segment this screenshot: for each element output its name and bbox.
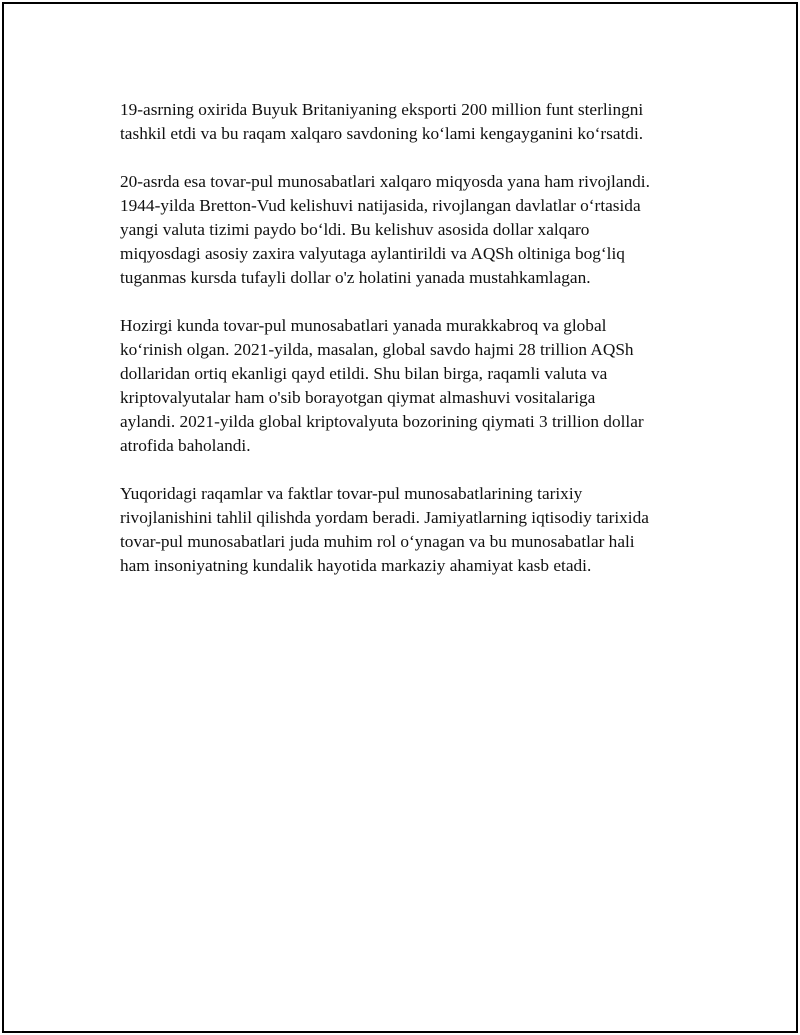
text-line: 19-asrning oxirida Buyuk Britaniyaning eksporti 200 million funt sterlingni bbox=[120, 100, 644, 119]
paragraph-1 bbox=[120, 98, 700, 146]
text-line: yangi valuta tizimi paydo bo‘ldi. Bu kelishuv asosida dollar xalqaro bbox=[120, 220, 590, 239]
paragraph-2 bbox=[120, 170, 700, 290]
text-line: tashkil etdi va bu raqam xalqaro savdoning ko‘lami kengayganini ko‘rsatdi. bbox=[120, 124, 644, 143]
text-line: ko‘rinish olgan. 2021-yilda, masalan, global savdo hajmi 28 trillion AQSh bbox=[120, 340, 634, 359]
text-line: Hozirgi kunda tovar-pul munosabatlari yanada murakkabroq va global bbox=[120, 316, 607, 335]
text-line: 20-asrda esa tovar-pul munosabatlari xalqaro miqyosda yana ham rivojlandi. bbox=[120, 172, 650, 191]
text-line: miqyosdagi asosiy zaxira valyutaga aylantirildi va AQSh oltiniga bog‘liq bbox=[120, 244, 625, 263]
document-page bbox=[2, 2, 798, 1033]
text-line: Yuqoridagi raqamlar va faktlar tovar-pul munosabatlarining tarixiy bbox=[120, 484, 583, 503]
text-line: aylandi. 2021-yilda global kriptovalyuta bozorining qiymati 3 trillion dollar bbox=[120, 412, 644, 431]
text-line: kriptovalyutalar ham o'sib borayotgan qiymat almashuvi vositalariga bbox=[120, 388, 596, 407]
paragraph-3 bbox=[120, 314, 700, 458]
text-line: tuganmas kursda tufayli dollar o'z holatini yanada mustahkamlagan. bbox=[120, 268, 591, 287]
text-line: rivojlanishini tahlil qilishda yordam beradi. Jamiyatlarning iqtisodiy tarixida bbox=[120, 508, 649, 527]
paragraph-4 bbox=[120, 482, 700, 578]
document-body bbox=[120, 98, 700, 602]
text-line: dollaridan ortiq ekanligi qayd etildi. Shu bilan birga, raqamli valuta va bbox=[120, 364, 608, 383]
text-line: atrofida baholandi. bbox=[120, 436, 251, 455]
text-line: 1944-yilda Bretton-Vud kelishuvi natijasida, rivojlangan davlatlar o‘rtasida bbox=[120, 196, 641, 215]
text-line: ham insoniyatning kundalik hayotida markaziy ahamiyat kasb etadi. bbox=[120, 556, 592, 575]
text-line: tovar-pul munosabatlari juda muhim rol o‘ynagan va bu munosabatlar hali bbox=[120, 532, 635, 551]
